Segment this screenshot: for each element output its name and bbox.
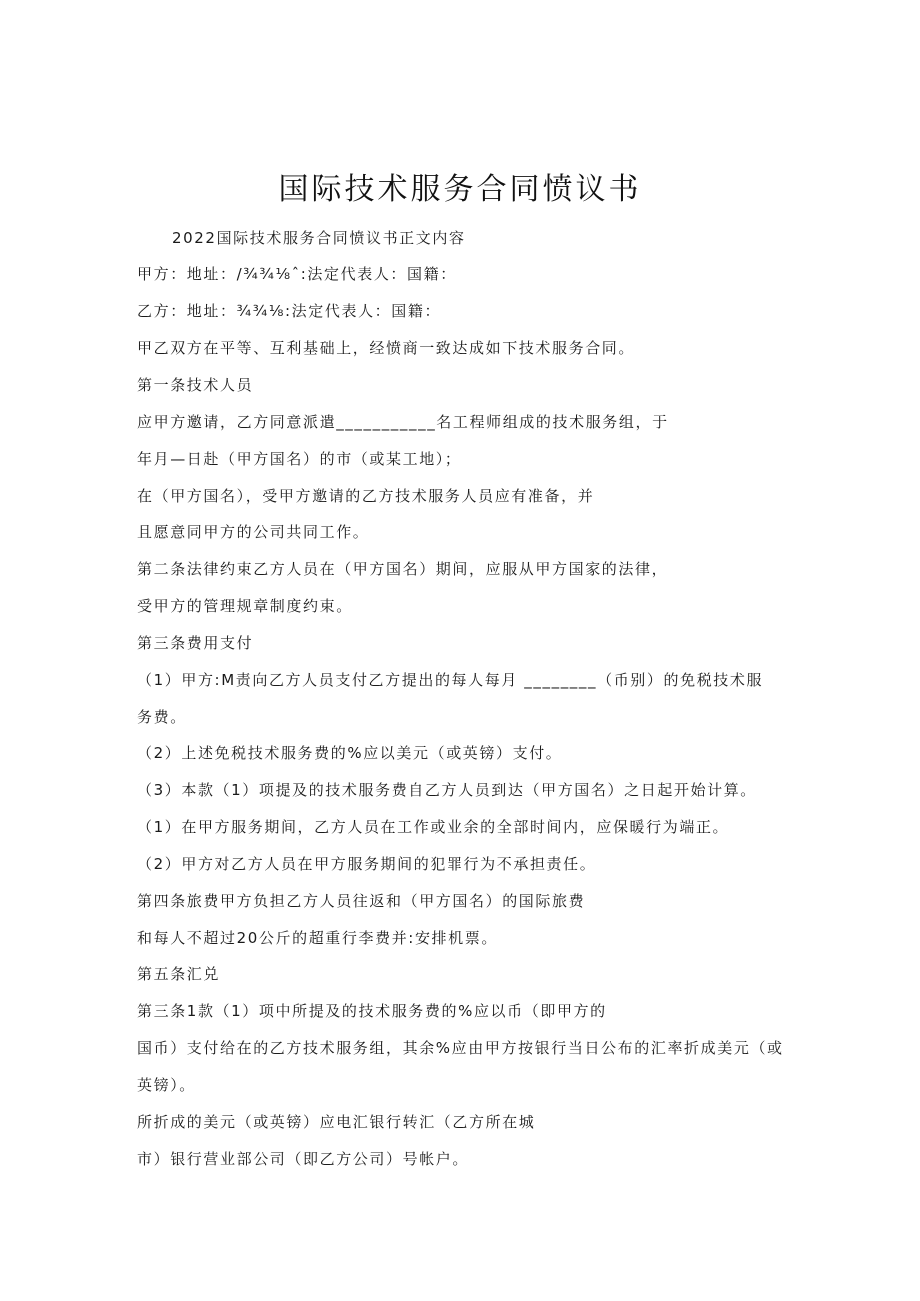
article-5-line-5: 市）银行营业部公司（即乙方公司）号帐户。 bbox=[137, 1150, 470, 1168]
article-1-line-1: 应甲方邀请，乙方同意派遣___________名工程师组成的技术服务组，于 bbox=[137, 413, 669, 431]
article-5-line-3: 英镑）。 bbox=[137, 1076, 196, 1094]
article-3-heading: 第三条费用支付 bbox=[137, 634, 254, 652]
article-5-heading: 第五条汇兑 bbox=[137, 965, 221, 983]
article-3-item-3: （3）本款（1）项提及的技术服务费自乙方人员到达（甲方国名）之日起开始计算。 bbox=[137, 781, 757, 799]
article-1-line-4: 且愿意同甲方的公司共同工作。 bbox=[137, 523, 370, 541]
document-title: 国际技术服务合同愤议书 bbox=[278, 172, 642, 208]
article-1-line-2: 年月—日赴（甲方国名）的市（或某工地）； bbox=[137, 450, 462, 468]
preamble-line: 甲乙双方在平等、互利基础上，经愤商一致达成如下技术服务合同。 bbox=[137, 339, 636, 357]
article-3-item-1: （1）甲方:M责向乙方人员支付乙方提出的每人每月 ________（币别）的免税技术服 bbox=[137, 671, 764, 689]
article-4-line-1: 第四条旅费甲方负担乙方人员往返和（甲方国名）的国际旅费 bbox=[137, 892, 586, 910]
conduct-item-2: （2）甲方对乙方人员在甲方服务期间的犯罪行为不承担责任。 bbox=[137, 855, 597, 873]
article-5-line-4: 所折成的美元（或英镑）应电汇银行转汇（乙方所在城 bbox=[137, 1113, 536, 1131]
party-b-line: 乙方：地址：¾¾⅛:法定代表人：国籍： bbox=[137, 302, 442, 320]
article-5-line-1: 第三条1款（1）项中所提及的技术服务费的%应以币（即甲方的 bbox=[137, 1002, 607, 1020]
article-1-line-3: 在（甲方国名），受甲方邀请的乙方技术服务人员应有准备，并 bbox=[137, 487, 595, 505]
article-3-item-1-cont: 务费。 bbox=[137, 708, 187, 726]
article-4-line-2: 和每人不超过20公斤的超重行李费并:安排机票。 bbox=[137, 929, 498, 947]
conduct-item-1: （1）在甲方服务期间，乙方人员在工作或业余的全部时间内，应保暖行为端正。 bbox=[137, 818, 730, 836]
article-2-line-2: 受甲方的管理规章制度约束。 bbox=[137, 597, 353, 615]
party-a-line: 甲方：地址：/¾¾⅛ˆ:法定代表人：国籍： bbox=[137, 265, 457, 283]
subtitle-line: 2022国际技术服务合同愤议书正文内容 bbox=[172, 229, 466, 247]
article-5-line-2: 国币）支付给在的乙方技术服务组，其余%应由甲方按银行当日公布的汇率折成美元（或 bbox=[137, 1039, 784, 1057]
article-2-line-1: 第二条法律约束乙方人员在（甲方国名）期间，应服从甲方国家的法律， bbox=[137, 560, 669, 578]
article-3-item-2: （2）上述免税技术服务费的%应以美元（或英镑）支付。 bbox=[137, 744, 563, 762]
article-1-heading: 第一条技术人员 bbox=[137, 376, 254, 394]
